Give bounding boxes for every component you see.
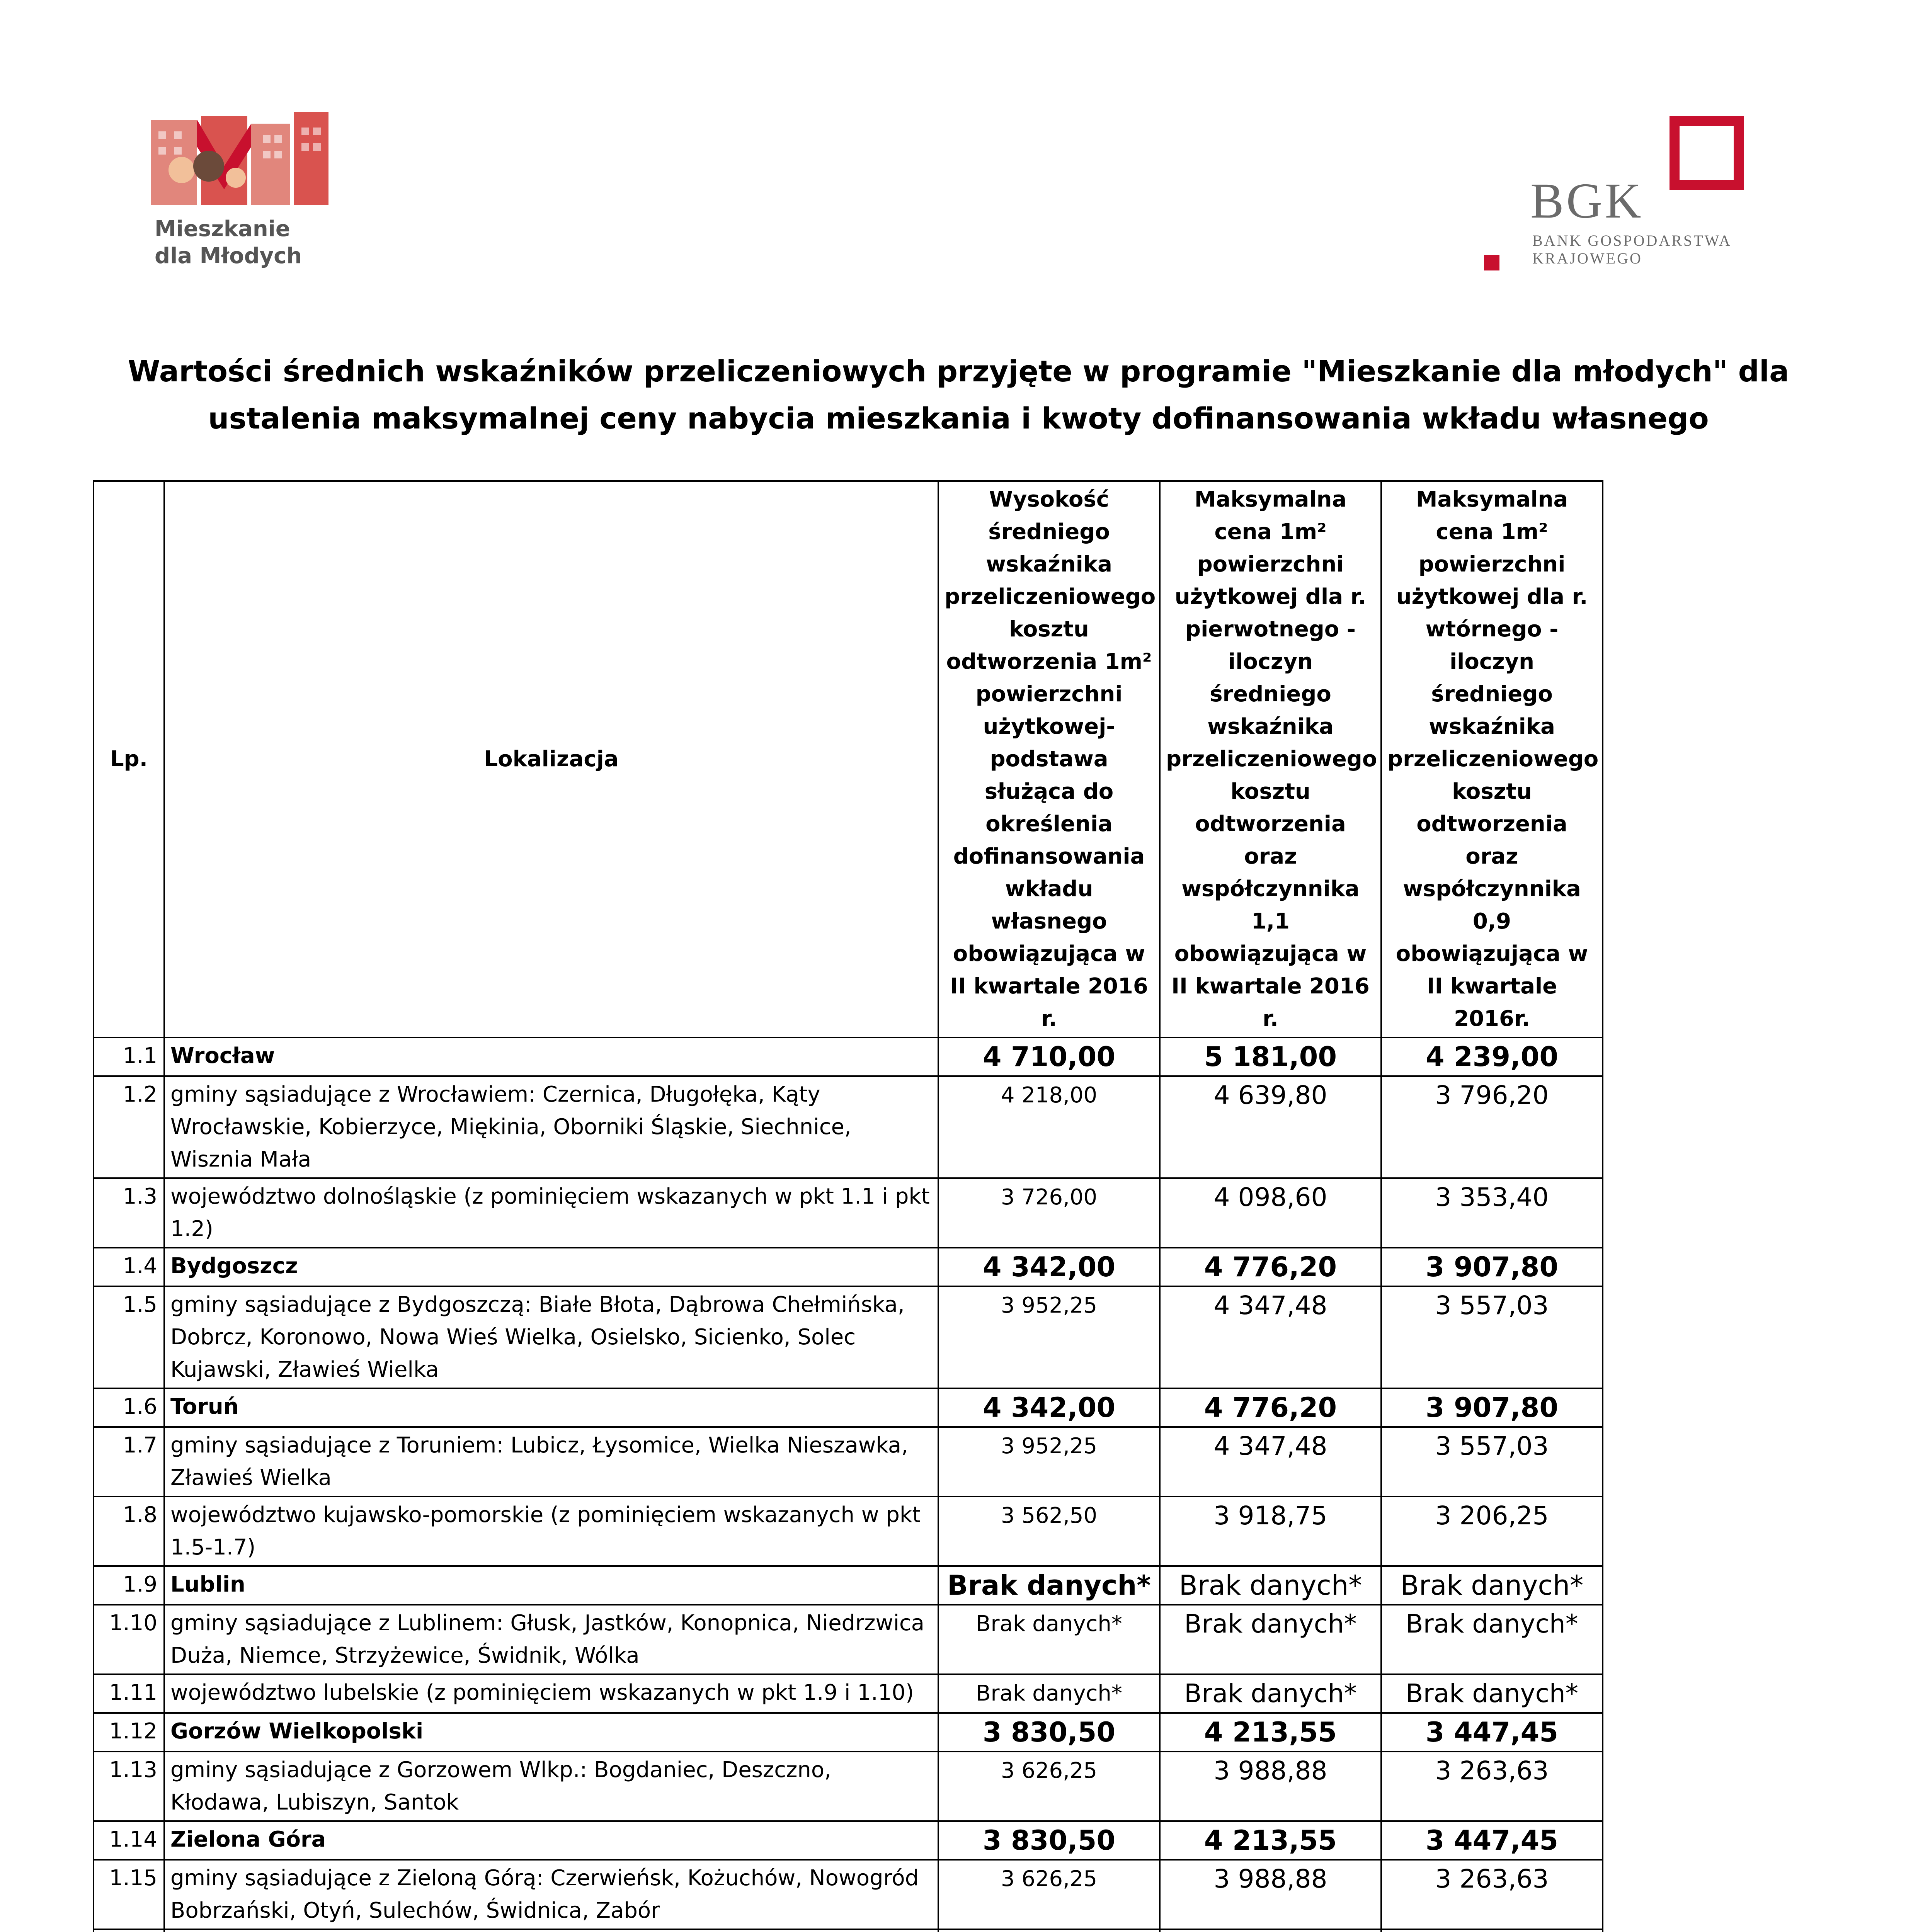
row-lp: 1.10 — [94, 1605, 164, 1674]
row-value-col1: 3 562,50 — [938, 1497, 1160, 1566]
row-location: gminy sąsiadujące z Toruniem: Lubicz, Łysomice, Wielka Nieszawka, Zławieś Wielka — [164, 1427, 938, 1497]
row-value-col1: 3 830,50 — [938, 1821, 1160, 1860]
row-spacer — [1603, 1388, 1821, 1427]
row-spacer — [1603, 1566, 1821, 1605]
row-value-col3: 3 557,03 — [1381, 1427, 1603, 1497]
bgk-logo-sub2: KRAJOWEGO — [1532, 250, 1642, 267]
bgk-square-icon — [1484, 255, 1499, 270]
row-spacer — [1603, 1076, 1821, 1178]
mdm-logo-line2: dla Młodych — [155, 243, 302, 269]
row-lp: 1.7 — [94, 1427, 164, 1497]
row-lp: 1.12 — [94, 1713, 164, 1752]
row-value-col3: 3 557,03 — [1381, 1286, 1603, 1388]
table-row — [94, 1286, 1821, 1388]
table-row — [94, 1037, 1821, 1076]
row-value-col3: 3 796,20 — [1381, 1076, 1603, 1178]
row-spacer — [1603, 1605, 1821, 1674]
table-row — [94, 1388, 1821, 1427]
row-value-col3: 3 907,80 — [1381, 1388, 1603, 1427]
table-row — [94, 1752, 1821, 1821]
row-location: gminy sąsiadujące z Bydgoszczą: Białe Błota, Dąbrowa Chełmińska, Dobrcz, Koronowo, Nowa Wieś Wielka, Osielsko, Sicienko, Solec Kujawski, Zławieś Wielka — [164, 1286, 938, 1388]
row-value-col1: Brak danych* — [938, 1566, 1160, 1605]
row-value-col3: Brak danych* — [1381, 1605, 1603, 1674]
row-location: województwo dolnośląskie (z pominięciem wskazanych w pkt 1.1 i pkt 1.2) — [164, 1178, 938, 1248]
row-value-col3 — [1381, 1929, 1603, 1932]
row-value-col3: Brak danych* — [1381, 1566, 1603, 1605]
header-col1: Wysokość średniego wskaźnika przeliczeniowego kosztu odtworzenia 1m² powierzchni użytkowej- podstawa służąca do określenia dofinansowania wkładu własnego obowiązująca w II kwartale 2016 r. — [938, 481, 1160, 1037]
row-lp: 1.5 — [94, 1286, 164, 1388]
table-row — [94, 1929, 1821, 1932]
row-value-col1: 3 952,25 — [938, 1427, 1160, 1497]
row-lp: 1.14 — [94, 1821, 164, 1860]
row-value-col2: 4 347,48 — [1160, 1427, 1381, 1497]
mdm-logo-line1: Mieszkanie — [155, 216, 290, 242]
table-header-row — [94, 481, 1821, 1037]
row-location: gminy sąsiadujące z Lublinem: Głusk, Jastków, Konopnica, Niedrzwica Duża, Niemce, Strzyżewice, Świdnik, Wólka — [164, 1605, 938, 1674]
table-row — [94, 1566, 1821, 1605]
row-lp: 1.3 — [94, 1178, 164, 1248]
bgk-frame-icon — [1670, 116, 1744, 190]
row-lp — [94, 1929, 164, 1932]
row-value-col2: 3 988,88 — [1160, 1860, 1381, 1929]
row-value-col2: 4 776,20 — [1160, 1248, 1381, 1286]
row-value-col1: 4 218,00 — [938, 1076, 1160, 1178]
row-value-col2: 4 213,55 — [1160, 1713, 1381, 1752]
row-lp: 1.4 — [94, 1248, 164, 1286]
bgk-logo-sub1: BANK GOSPODARSTWA — [1532, 232, 1732, 249]
row-spacer — [1603, 1713, 1821, 1752]
table-row — [94, 1248, 1821, 1286]
row-value-col1: Brak danych* — [938, 1605, 1160, 1674]
row-lp: 1.6 — [94, 1388, 164, 1427]
row-location: województwo lubelskie (z pominięciem wskazanych w pkt 1.9 i 1.10) — [164, 1674, 938, 1713]
row-spacer — [1603, 1497, 1821, 1566]
row-value-col2: Brak danych* — [1160, 1566, 1381, 1605]
row-value-col1: 3 830,50 — [938, 1713, 1160, 1752]
bgk-logo-name: BGK — [1530, 173, 1644, 229]
row-spacer — [1603, 1037, 1821, 1076]
row-lp: 1.2 — [94, 1076, 164, 1178]
row-value-col1: 4 342,00 — [938, 1248, 1160, 1286]
bgk-logo — [1484, 116, 1762, 294]
row-value-col1: 4 342,00 — [938, 1388, 1160, 1427]
row-value-col3: 3 447,45 — [1381, 1713, 1603, 1752]
table-row — [94, 1605, 1821, 1674]
row-value-col2: 5 181,00 — [1160, 1037, 1381, 1076]
row-value-col2: 4 213,55 — [1160, 1821, 1381, 1860]
document-title: Wartości średnich wskaźników przeliczeniowych przyjęte w programie "Mieszkanie dla młodych" dla ustalenia maksymalnej ceny nabycia mieszkania i kwoty dofinansowania wkładu własnego — [128, 354, 1789, 435]
row-spacer — [1603, 1286, 1821, 1388]
mieszkanie-dla-mlodych-logo — [139, 112, 340, 274]
header-location: Lokalizacja — [164, 481, 938, 1037]
table-row — [94, 1076, 1821, 1178]
row-value-col3: 4 239,00 — [1381, 1037, 1603, 1076]
row-value-col2: 4 776,20 — [1160, 1388, 1381, 1427]
row-value-col2: Brak danych* — [1160, 1674, 1381, 1713]
header-col2: Maksymalna cena 1m² powierzchni użytkowej dla r. pierwotnego - iloczyn średniego wskaźnika przeliczeniowego kosztu odtworzenia oraz współczynnika 1,1 obowiązująca w II kwartale 2016 r. — [1160, 481, 1381, 1037]
row-lp: 1.1 — [94, 1037, 164, 1076]
row-value-col2: 4 639,80 — [1160, 1076, 1381, 1178]
row-spacer — [1603, 1674, 1821, 1713]
row-value-col1 — [938, 1929, 1160, 1932]
row-spacer — [1603, 1178, 1821, 1248]
row-value-col3: 3 353,40 — [1381, 1178, 1603, 1248]
row-location: województwo kujawsko-pomorskie (z pominięciem wskazanych w pkt 1.5-1.7) — [164, 1497, 938, 1566]
row-spacer — [1603, 1821, 1821, 1860]
table-row — [94, 1821, 1821, 1860]
row-value-col2: 3 918,75 — [1160, 1497, 1381, 1566]
row-value-col1: 3 626,25 — [938, 1860, 1160, 1929]
mdm-logo-icon — [147, 112, 332, 209]
row-value-col3: 3 263,63 — [1381, 1860, 1603, 1929]
row-location: Toruń — [164, 1388, 938, 1427]
table-row — [94, 1713, 1821, 1752]
row-location: gminy sąsiadujące z Gorzowem Wlkp.: Bogdaniec, Deszczno, Kłodawa, Lubiszyn, Santok — [164, 1752, 938, 1821]
row-lp: 1.13 — [94, 1752, 164, 1821]
row-lp: 1.15 — [94, 1860, 164, 1929]
table-row — [94, 1178, 1821, 1248]
row-value-col1: 3 726,00 — [938, 1178, 1160, 1248]
row-spacer — [1603, 1860, 1821, 1929]
header-lp: Lp. — [94, 481, 164, 1037]
row-lp: 1.8 — [94, 1497, 164, 1566]
row-value-col3: 3 447,45 — [1381, 1821, 1603, 1860]
row-spacer — [1603, 1929, 1821, 1932]
table-row — [94, 1427, 1821, 1497]
header-col3: Maksymalna cena 1m² powierzchni użytkowej dla r. wtórnego -iloczyn średniego wskaźnika przeliczeniowego kosztu odtworzenia oraz współczynnika 0,9 obowiązująca w II kwartale 2016r. — [1381, 481, 1603, 1037]
row-value-col1: Brak danych* — [938, 1674, 1160, 1713]
header-empty — [1603, 481, 1821, 1037]
row-location: Gorzów Wielkopolski — [164, 1713, 938, 1752]
row-lp: 1.11 — [94, 1674, 164, 1713]
row-value-col3: 3 907,80 — [1381, 1248, 1603, 1286]
row-value-col2: 3 988,88 — [1160, 1752, 1381, 1821]
table-row — [94, 1497, 1821, 1566]
row-location: Lublin — [164, 1566, 938, 1605]
row-value-col2 — [1160, 1929, 1381, 1932]
row-value-col3: 3 206,25 — [1381, 1497, 1603, 1566]
row-location: gminy sąsiadujące z Zieloną Górą: Czerwieńsk, Kożuchów, Nowogród Bobrzański, Otyń, Sulechów, Świdnica, Zabór — [164, 1860, 938, 1929]
row-location: Zielona Góra — [164, 1821, 938, 1860]
table-row — [94, 1674, 1821, 1713]
row-location: Wrocław — [164, 1037, 938, 1076]
row-lp: 1.9 — [94, 1566, 164, 1605]
row-location — [164, 1929, 938, 1932]
row-value-col2: 4 347,48 — [1160, 1286, 1381, 1388]
row-value-col3: 3 263,63 — [1381, 1752, 1603, 1821]
table-row — [94, 1860, 1821, 1929]
table-body — [94, 1037, 1821, 1932]
rates-table — [93, 480, 1822, 1932]
row-spacer — [1603, 1427, 1821, 1497]
row-value-col3: Brak danych* — [1381, 1674, 1603, 1713]
row-value-col2: 4 098,60 — [1160, 1178, 1381, 1248]
row-value-col1: 3 952,25 — [938, 1286, 1160, 1388]
row-location: gminy sąsiadujące z Wrocławiem: Czernica, Długołęka, Kąty Wrocławskie, Kobierzyce, Miękinia, Oborniki Śląskie, Siechnice, Wisznia Mała — [164, 1076, 938, 1178]
row-spacer — [1603, 1248, 1821, 1286]
row-value-col1: 4 710,00 — [938, 1037, 1160, 1076]
row-location: Bydgoszcz — [164, 1248, 938, 1286]
row-spacer — [1603, 1752, 1821, 1821]
row-value-col1: 3 626,25 — [938, 1752, 1160, 1821]
row-value-col2: Brak danych* — [1160, 1605, 1381, 1674]
